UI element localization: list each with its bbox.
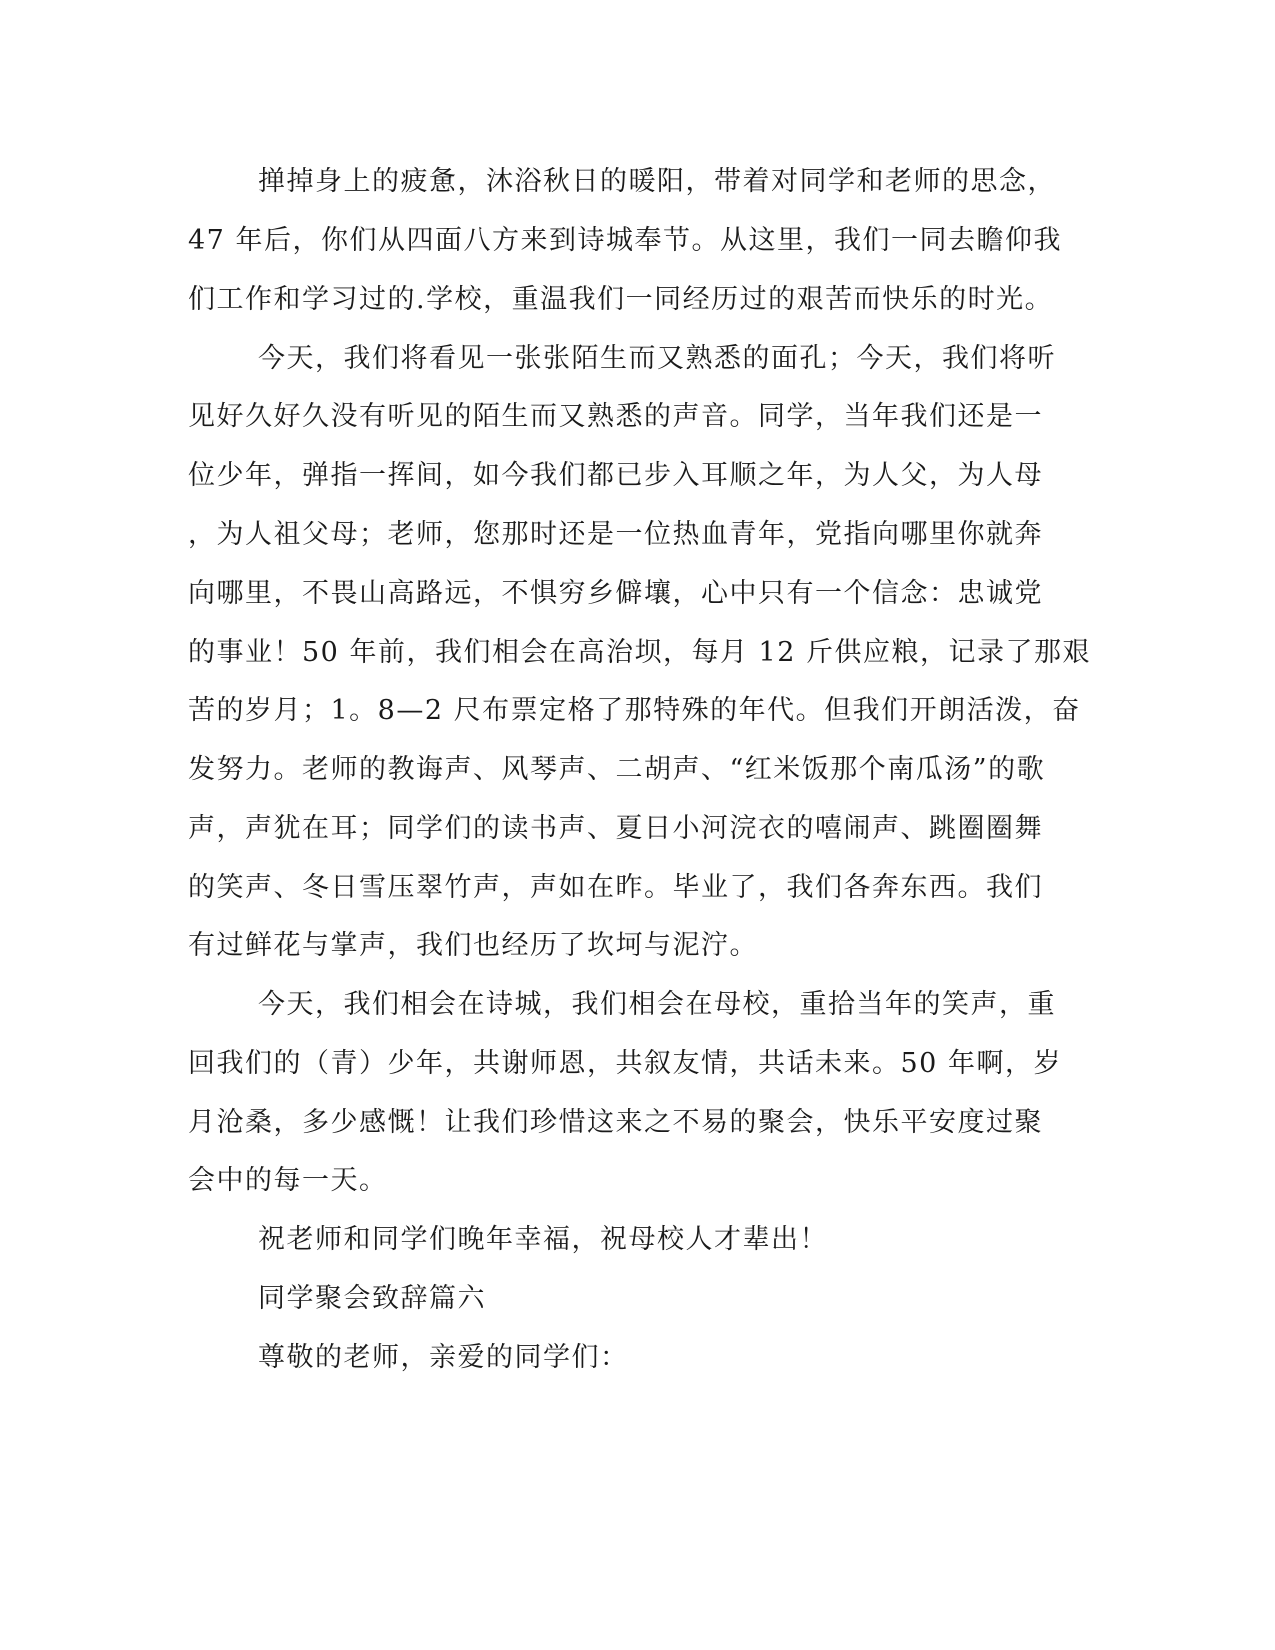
paragraph-2-line-8: 发努力。老师的教诲声、风琴声、二胡声、“红米饭那个南瓜汤”的歌 [188, 754, 1046, 785]
paragraph-1-line-1: 掸掉身上的疲惫，沐浴秋日的暖阳，带着对同学和老师的思念， [258, 166, 1056, 197]
section-title: 同学聚会致辞篇六 [258, 1283, 486, 1314]
paragraph-1-line-3: 们工作和学习过的.学校，重温我们一同经历过的艰苦而快乐的时光。 [188, 284, 1054, 315]
paragraph-2-line-6: 的事业！50 年前，我们相会在高治坝，每月 12 斤供应粮，记录了那艰 [188, 637, 1091, 668]
salutation: 尊敬的老师，亲爱的同学们： [258, 1342, 629, 1373]
paragraph-2-line-4: ，为人祖父母；老师，您那时还是一位热血青年，党指向哪里你就奔 [188, 519, 1043, 550]
blessing-line: 祝老师和同学们晚年幸福，祝母校人才辈出！ [258, 1224, 828, 1255]
paragraph-2-line-1: 今天，我们将看见一张张陌生而又熟悉的面孔；今天，我们将听 [258, 343, 1056, 374]
paragraph-2-line-10: 的笑声、冬日雪压翠竹声，声如在昨。毕业了，我们各奔东西。我们 [188, 872, 1043, 903]
paragraph-2-line-11: 有过鲜花与掌声，我们也经历了坎坷与泥泞。 [188, 930, 758, 961]
paragraph-3-line-2: 回我们的（青）少年，共谢师恩，共叙友情，共话未来。50 年啊，岁 [188, 1048, 1062, 1079]
paragraph-3-line-4: 会中的每一天。 [188, 1165, 388, 1196]
paragraph-1-line-2: 47 年后，你们从四面八方来到诗城奉节。从这里，我们一同去瞻仰我 [188, 225, 1062, 256]
paragraph-2-line-7: 苦的岁月；1。8—2 尺布票定格了那特殊的年代。但我们开朗活泼，奋 [188, 695, 1081, 726]
paragraph-3-line-1: 今天，我们相会在诗城，我们相会在母校，重拾当年的笑声，重 [258, 989, 1056, 1020]
paragraph-2-line-3: 位少年，弹指一挥间，如今我们都已步入耳顺之年，为人父，为人母 [188, 460, 1043, 491]
paragraph-2-line-5: 向哪里，不畏山高路远，不惧穷乡僻壤，心中只有一个信念：忠诚党 [188, 578, 1043, 609]
paragraph-2-line-9: 声，声犹在耳；同学们的读书声、夏日小河浣衣的嘻闹声、跳圈圈舞 [188, 813, 1043, 844]
paragraph-3-line-3: 月沧桑，多少感慨！让我们珍惜这来之不易的聚会，快乐平安度过聚 [188, 1107, 1043, 1138]
paragraph-2-line-2: 见好久好久没有听见的陌生而又熟悉的声音。同学，当年我们还是一 [188, 401, 1043, 432]
